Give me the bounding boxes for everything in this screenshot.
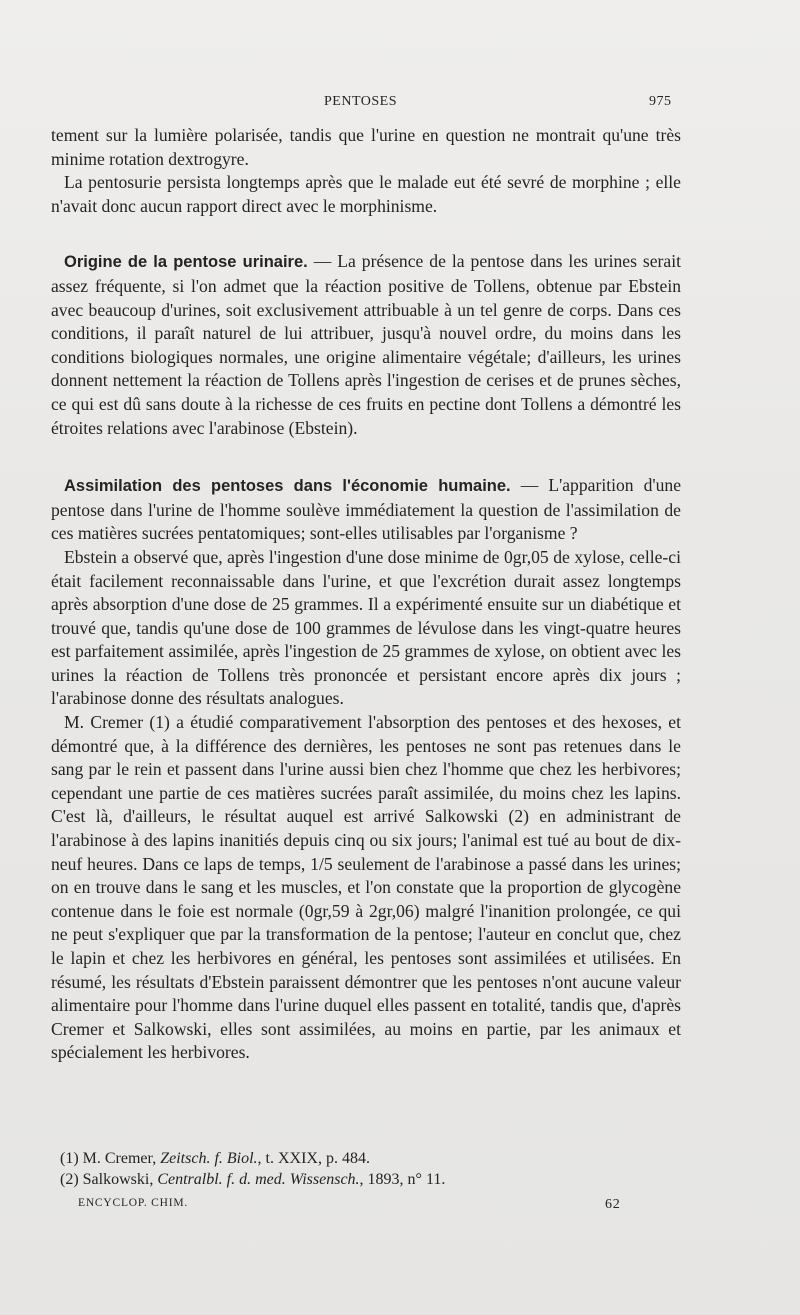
footer-sheet-number: 62 <box>605 1197 621 1212</box>
footnote-2: (2) Salkowski, Centralbl. f. d. med. Wissensch., 1893, n° 11. <box>60 1171 446 1188</box>
paragraph-cremer: M. Cremer (1) a étudié comparativement l'absorption des pentoses et des hexoses, et démontré que, à la différence des dernières, les pentoses ne sont pas retenues dans le sang par le rein et passent dans l'urine aussi bien chez l'homme que chez les herbivores; cependant une partie de ces matières sucrées paraît assimilée, du moins chez les lapins. C'est là, d'ailleurs, le résultat auquel est arrivé Salkowski (2) en administrant de l'arabinose à des lapins inanitiés depuis cinq ou six jours; l'animal est tué au bout de dix-neuf heures. Dans ce laps de temps, 1/5 seulement de l'arabinose a passé dans les urines; on en trouve dans le sang et les muscles, et l'on constate que la proportion de glycogène contenue dans le foie est normale (0gr,59 à 2gr,06) malgré l'inanition prolongée, ce qui ne peut s'expliquer que par la transformation de la pentose; l'auteur en conclut que, chez le lapin et chez les herbivores en général, les pentoses sont assimilées et utilisées. En résumé, les résultats d'Ebstein paraissent démontrer que les pentoses n'ont aucune valeur alimentaire pour l'homme dans l'urine duquel elles passent en totalité, tandis que, d'après Cremer et Salkowski, elles sont assimilées, au moins en partie, par les animaux et spécialement les herbivores. <box>51 712 681 1063</box>
footer-signature: ENCYCLOP. CHIM. <box>78 1197 189 1209</box>
section-origine <box>51 250 681 440</box>
section-heading-origine: Origine de la pentose urinaire. <box>64 253 308 272</box>
section-text-assimilation: — L'apparition d'une pentose dans l'urine de l'homme soulève immédiatement la question de l'assimilation de ces matières sucrées pentatomiques; sont-elles utilisables par l'organisme ? <box>51 475 682 544</box>
paragraph-pentosuria: La pentosurie persista longtemps après que le malade eut été sevré de morphine ; elle n'avait donc aucun rapport direct avec le morphinisme. <box>51 172 681 216</box>
page-number: 975 <box>649 94 672 109</box>
footnote-1: (1) M. Cremer, Zeitsch. f. Biol., t. XXIX, p. 484. <box>60 1150 370 1167</box>
paragraph-ebstein: Ebstein a observé que, après l'ingestion d'une dose minime de 0gr,05 de xylose, celle-ci était facilement reconnaissable dans l'urine, et que l'excrétion durait assez longtemps après absorption d'une dose de 25 grammes. Il a expérimenté ensuite sur un diabétique et trouvé que, tandis qu'une dose de 100 grammes de lévulose dans les vingt-quatre heures est parfaitement assimilée, après l'ingestion de 25 grammes de xylose, on obtient avec les urines la réaction de Tollens très prononcée et persistant encore après dix jours ; l'arabinose donne des résultats analogues. <box>51 546 681 709</box>
body-text <box>51 124 681 1065</box>
footnotes <box>51 1148 681 1190</box>
section-heading-assimilation: Assimilation des pentoses dans l'économie humaine. <box>64 477 511 496</box>
paragraph-continuation: tement sur la lumière polarisée, tandis que l'urine en question ne montrait qu'une très minime rotation dextrogyre. <box>51 125 681 169</box>
section-assimilation <box>51 474 681 546</box>
section-text-origine: — La présence de la pentose dans les urines serait assez fréquente, si l'on admet que la réaction positive de Tollens, obtenue par Ebstein avec beaucoup d'urines, soit exclusivement attribuable à un tel genre de corps. Dans ces conditions, il paraît naturel de lui attribuer, jusqu'à nouvel ordre, du moins dans les conditions biologiques normales, une origine alimentaire végétale; d'ailleurs, les urines donnent nettement la réaction de Tollens après l'ingestion de cerises et de prunes sèches, ce qui est dû sans doute à la richesse de ces fruits en pectine dont Tollens a démontré les étroites relations avec l'arabinose (Ebstein). <box>51 251 682 438</box>
running-title: PENTOSES <box>324 94 397 109</box>
